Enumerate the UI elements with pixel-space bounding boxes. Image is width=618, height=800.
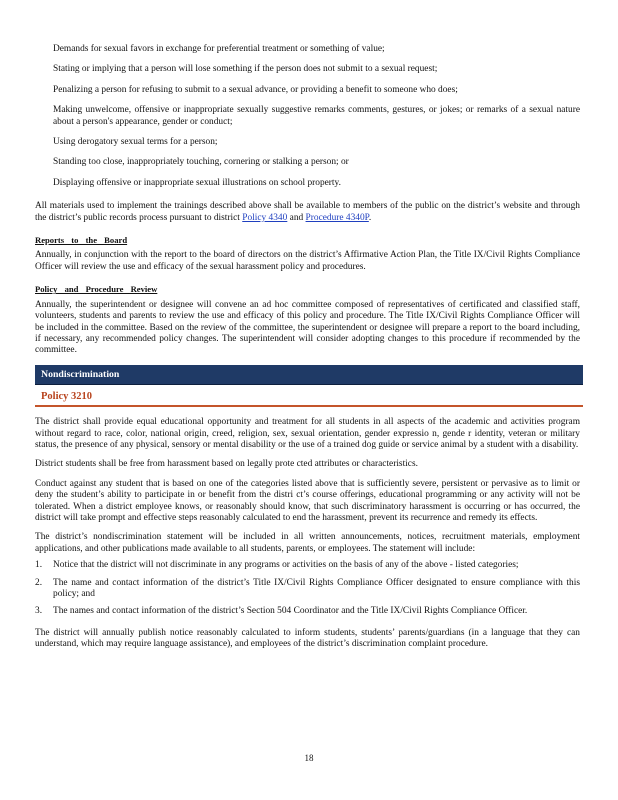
list-item: 3. The names and contact information of the district’s Section 504 Coordinator and the Title IX/Civil Rights Compliance Officer. xyxy=(35,606,528,617)
list-item: 2. The name and contact information of the district’s Title IX/Civil Rights Compliance Officer designated to ensure compliance with this policy; and xyxy=(35,577,580,599)
list-item: Stating or implying that a person will lose something if the person does not submit to a sexual request; xyxy=(35,64,580,75)
review-heading: Policy and Procedure Review xyxy=(35,284,158,295)
section-banner: Nondiscrimination xyxy=(35,365,583,385)
list-item: 1. Notice that the district will not discriminate in any programs or activities on the basis of any of the above - listed categories; xyxy=(35,560,519,571)
bullet-icon xyxy=(35,105,53,128)
policy-heading: Policy 3210 xyxy=(35,385,583,407)
body-paragraph: The district shall provide equal educational opportunity and treatment for all students in all aspects of the academic and activities program without regard to race, color, national origin, creed, religion, sex, sexual orientation, gender expressio n, gende r identity, veteran or military status, the presence of any physical, sensory or mental disability or the use of a trained dog guide or service animal by a student with a disability. xyxy=(35,417,580,450)
list-item: Standing too close, inappropriately touching, cornering or stalking a person; or xyxy=(35,157,580,168)
page-number: 18 xyxy=(304,753,314,763)
body-paragraph: Conduct against any student that is based on one of the categories listed above that is sufficiently severe, persistent or pervasive as to limit or deny the student’s ability to participate in or benefit from the distri ct’s course offerings, educational programming or any activity will not be tolerated. When a district employee knows, or reasonably should know, that such discriminatory harassment is occurring or has occurred, the district will take prompt and effective steps reasonably calculated to end the harassment, prevent its recurrence and remedy its effects. xyxy=(35,478,580,523)
review-paragraph: Annually, the superintendent or designee will convene an ad hoc committee composed of representatives of certificated and classified staff, volunteers, students and parents to review the use and efficacy of this policy and procedure. The Title IX/Civil Rights Compliance Officer will be included in the committee. Based on the review of the committee, the superintendent or designee will prepare a report to the board including, if necessary, any recommended policy changes. The superintendent will consider adopting changes to this procedure if recommended by the committee. xyxy=(35,299,580,356)
bullet-icon xyxy=(35,85,53,96)
body-paragraph: The district’s nondiscrimination statement will be included in all written announcements, notices, recruitment materials, employment applications, and other publications made available to all students, parents, or employees. The statement will include: xyxy=(35,532,580,554)
bullet-icon xyxy=(35,64,53,75)
bullet-icon xyxy=(35,44,53,55)
materials-paragraph: All materials used to implement the trainings described above shall be available to members of the public on the district’s website and through the district’s public records process pursuant to district Policy 4340 and Procedure 4340P. xyxy=(35,201,580,223)
bullet-list xyxy=(35,44,580,189)
bullet-icon xyxy=(35,157,53,168)
numbered-list xyxy=(35,560,580,618)
policy-4340-link[interactable]: Policy 4340 xyxy=(242,212,288,223)
bullet-icon xyxy=(35,178,53,189)
list-item: Penalizing a person for refusing to submit to a sexual advance, or providing a benefit to someone who does; xyxy=(35,85,580,96)
bullet-icon xyxy=(35,137,53,148)
list-item: Displaying offensive or inappropriate sexual illustrations on school property. xyxy=(35,178,580,189)
document-page xyxy=(35,44,580,659)
list-item: Demands for sexual favors in exchange for preferential treatment or something of value; xyxy=(35,44,580,55)
list-item: Using derogatory sexual terms for a person; xyxy=(35,137,580,148)
body-paragraph: District students shall be free from harassment based on legally prote cted attributes or characteristics. xyxy=(35,459,418,470)
closing-paragraph: The district will annually publish notice reasonably calculated to inform students, students’ parents/guardians (in a language that they can understand, which may require language assistance), and employees of the district’s discrimination complaint procedure. xyxy=(35,627,580,650)
procedure-4340p-link[interactable]: Procedure 4340P xyxy=(305,212,369,223)
list-item: Making unwelcome, offensive or inappropriate sexually suggestive remarks comments, gestures, or jokes; or remarks of a sexual nature about a person's appearance, gender or conduct; xyxy=(35,105,580,128)
reports-paragraph: Annually, in conjunction with the report to the board of directors on the district’s Affirmative Action Plan, the Title IX/Civil Rights Compliance Officer will review the use and efficacy of the sexual harassment policy and procedures. xyxy=(35,250,580,272)
reports-heading: Reports to the Board xyxy=(35,235,128,246)
